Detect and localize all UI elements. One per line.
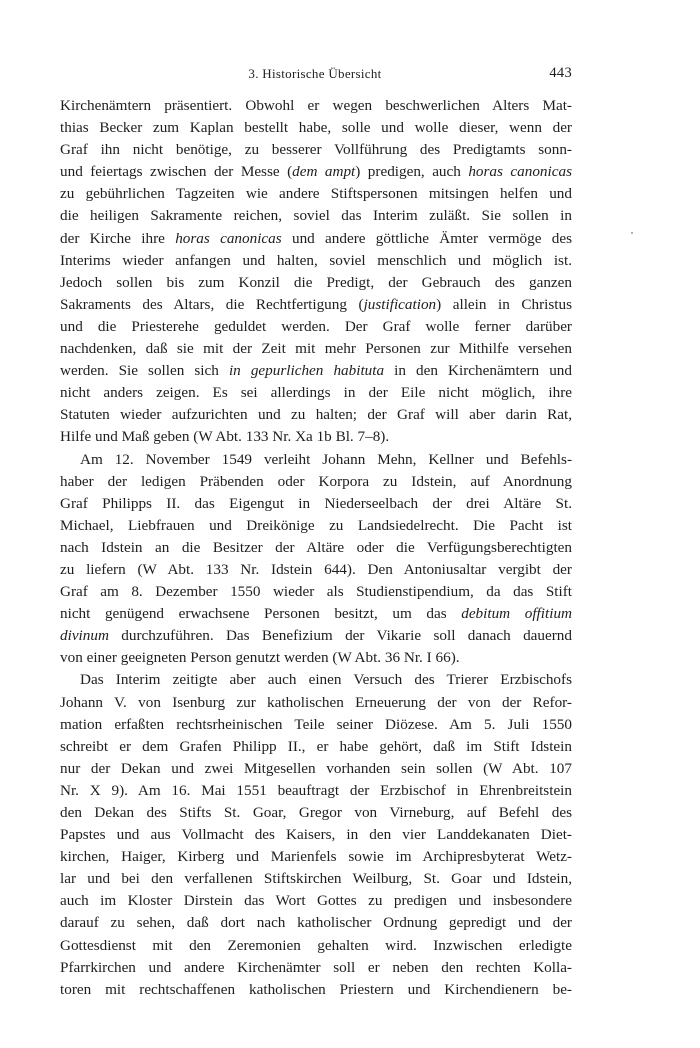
text-run: auch im Kloster Dirstein das Wort Gottes zu predigen und insbesondere: [60, 892, 572, 910]
text-run: toren mit rechtschaffenen katholischen Priestern und Kirchendienern be-: [60, 980, 572, 998]
text-line: [60, 139, 572, 161]
text-line: [60, 183, 572, 205]
text-line: [60, 515, 572, 537]
text-line: [60, 205, 572, 227]
text-line: [60, 692, 572, 714]
text-run: den Dekan des Stifts St. Goar, Gregor von Virneburg, auf Befehl des: [60, 804, 572, 821]
text-run: schreibt er dem Grafen Philipp II., er habe gehört, daß im Stift Idstein: [60, 737, 572, 755]
text-line: [60, 471, 572, 493]
text-run: Sakraments des Altars, die Rechtfertigung (: [60, 295, 364, 313]
text-run: haber der ledigen Präbenden oder Korpora zu Idstein, auf Anordnung: [60, 472, 572, 490]
text-line: [60, 603, 572, 625]
text-line: [60, 824, 572, 846]
text-run: Jedoch sollen bis zum Konzil die Predigt, der Gebrauch des ganzen: [60, 273, 572, 291]
text-run: darauf zu sehen, daß dort nach katholischer Ordnung gepredigt und der: [60, 914, 572, 932]
text-run: nicht anders zeigen. Es sei allerdings in der Eile nicht möglich, ihre: [60, 384, 572, 402]
text-line: [60, 780, 572, 802]
italic-term: divinum: [60, 627, 109, 645]
text-line: [60, 228, 572, 250]
page-number: 443: [549, 65, 572, 81]
italic-term: horas canonicas: [468, 163, 572, 181]
italic-term: justification: [363, 295, 437, 313]
text-run: Kirchenämtern präsentiert. Obwohl er wegen beschwerlichen Alters Mat-: [60, 97, 572, 114]
text-run: Interims wieder anfangen und halten, soviel menschlich und möglich ist.: [60, 251, 572, 269]
text-line: [60, 957, 572, 979]
text-line: [60, 161, 572, 183]
text-run: werden. Sie sollen sich: [60, 362, 229, 380]
text-line: [60, 95, 572, 117]
text-line: [60, 625, 572, 647]
text-line: [60, 294, 572, 316]
text-run: ) allein in Christus: [436, 295, 572, 313]
text-line: [60, 426, 572, 448]
text-line: [60, 272, 572, 294]
text-line: [60, 758, 572, 780]
text-line: [60, 404, 572, 426]
text-run: Michael, Liebfrauen und Dreikönige zu Landsiedelrecht. Die Pacht ist: [60, 516, 572, 534]
text-run: Statuten wieder aufzurichten und zu halten; der Graf will aber darin Rat,: [60, 406, 572, 424]
text-run: und andere göttliche Ämter vermöge des: [281, 229, 573, 247]
text-run: nicht genügend erwachsene Personen besitzt, um das: [60, 605, 462, 623]
text-run: Gottesdienst mit den Zeremonien gehalten wird. Inzwischen erledigte: [60, 936, 572, 954]
text-run: zu gebührlichen Tagzeiten wie andere Stiftspersonen mitsingen helfen und: [60, 185, 572, 203]
text-line: [60, 714, 572, 736]
text-line: [60, 979, 572, 1001]
text-run: die heiligen Sakramente reichen, soviel das Interim zuläßt. Sie sollen in: [60, 207, 572, 225]
text-run: und die Priesterehe geduldet werden. Der Graf wolle ferner darüber: [60, 317, 572, 335]
margin-speck: [631, 232, 633, 234]
text-line: [60, 802, 572, 824]
text-run: in den Kirchenämtern und: [384, 362, 572, 380]
text-run: mation erfaßten rechtsrheinischen Teile seiner Diözese. Am 5. Juli 1550: [60, 715, 572, 733]
text-line: [60, 935, 572, 957]
text-line: [60, 537, 572, 559]
text-run: kirchen, Haiger, Kirberg und Marienfels sowie im Archipresbyterat Wetz-: [60, 848, 572, 866]
text-line: [60, 581, 572, 603]
text-run: lar und bei den verfallenen Stiftskirchen Weilburg, St. Goar und Idstein,: [60, 870, 572, 888]
text-run: zu liefern (W Abt. 133 Nr. Idstein 644). Den Antoniusaltar vergibt der: [60, 560, 572, 578]
text-run: Graf Philipps II. das Eigengut in Niederseelbach der drei Altäre St.: [60, 494, 572, 512]
text-line: [60, 559, 572, 581]
text-line: [60, 449, 572, 471]
text-run: thias Becker zum Kaplan bestellt habe, solle und wolle dieser, wenn der: [60, 119, 572, 137]
text-line: [60, 890, 572, 912]
text-run: Papstes und aus Vollmacht des Kaisers, in den vier Landdekanaten Diet-: [60, 826, 572, 844]
text-run: Johann V. von Isenburg zur katholischen Erneuerung der von der Refor-: [60, 693, 572, 711]
italic-term: in gepurlichen habituta: [228, 362, 385, 380]
text-run: Graf ihn nicht benötige, zu besserer Vollführung des Predigtamts sonn-: [60, 141, 572, 159]
text-line: [60, 117, 572, 139]
text-line: [60, 493, 572, 515]
italic-term: horas canonicas: [175, 229, 282, 247]
text-line: [60, 647, 572, 669]
text-line: [60, 360, 572, 382]
text-run: Graf am 8. Dezember 1550 wieder als Studienstipendium, da das Stift: [60, 583, 572, 601]
text-line: [60, 912, 572, 934]
body-text: [60, 95, 572, 1001]
text-line: [60, 868, 572, 890]
text-line: [60, 338, 572, 360]
italic-term: debitum offitium: [461, 605, 573, 623]
text-run: ) predigen, auch: [355, 163, 469, 181]
text-run: nach Idstein an die Besitzer der Altäre oder die Verfügungsberechtigten: [60, 538, 572, 556]
running-title: 3. Historische Übersicht: [248, 66, 382, 81]
text-run: durchzuführen. Das Benefizium der Vikarie soll danach dauernd: [108, 627, 572, 645]
italic-term: dem ampt: [292, 163, 356, 181]
text-line: [60, 736, 572, 758]
text-line: [60, 669, 572, 691]
text-line: [60, 382, 572, 404]
text-run: und feiertags zwischen der Messe (: [60, 163, 293, 181]
text-line: [60, 250, 572, 272]
text-run: der Kirche ihre: [60, 229, 176, 247]
text-run: Das Interim zeitigte aber auch einen Versuch des Trierer Erzbischofs: [80, 671, 572, 689]
text-run: Pfarrkirchen und andere Kirchenämter soll er neben den rechten Kolla-: [60, 958, 572, 976]
text-run: Hilfe und Maß geben (W Abt. 133 Nr. Xa 1b Bl. 7–8).: [60, 428, 390, 446]
text-run: Am 12. November 1549 verleiht Johann Mehn, Kellner und Befehls-: [80, 450, 572, 468]
text-line: [60, 846, 572, 868]
text-run: nachdenken, daß sie mit der Zeit mit mehr Personen zur Mithilfe versehen: [60, 340, 572, 358]
text-run: von einer geeigneten Person genutzt werden (W Abt. 36 Nr. I 66).: [60, 649, 460, 667]
text-line: [60, 316, 572, 338]
text-run: Nr. X 9). Am 16. Mai 1551 beauftragt der Erzbischof in Ehrenbreitstein: [60, 781, 572, 799]
text-run: nur der Dekan und zwei Mitgesellen vorhanden sein sollen (W Abt. 107: [60, 759, 572, 777]
